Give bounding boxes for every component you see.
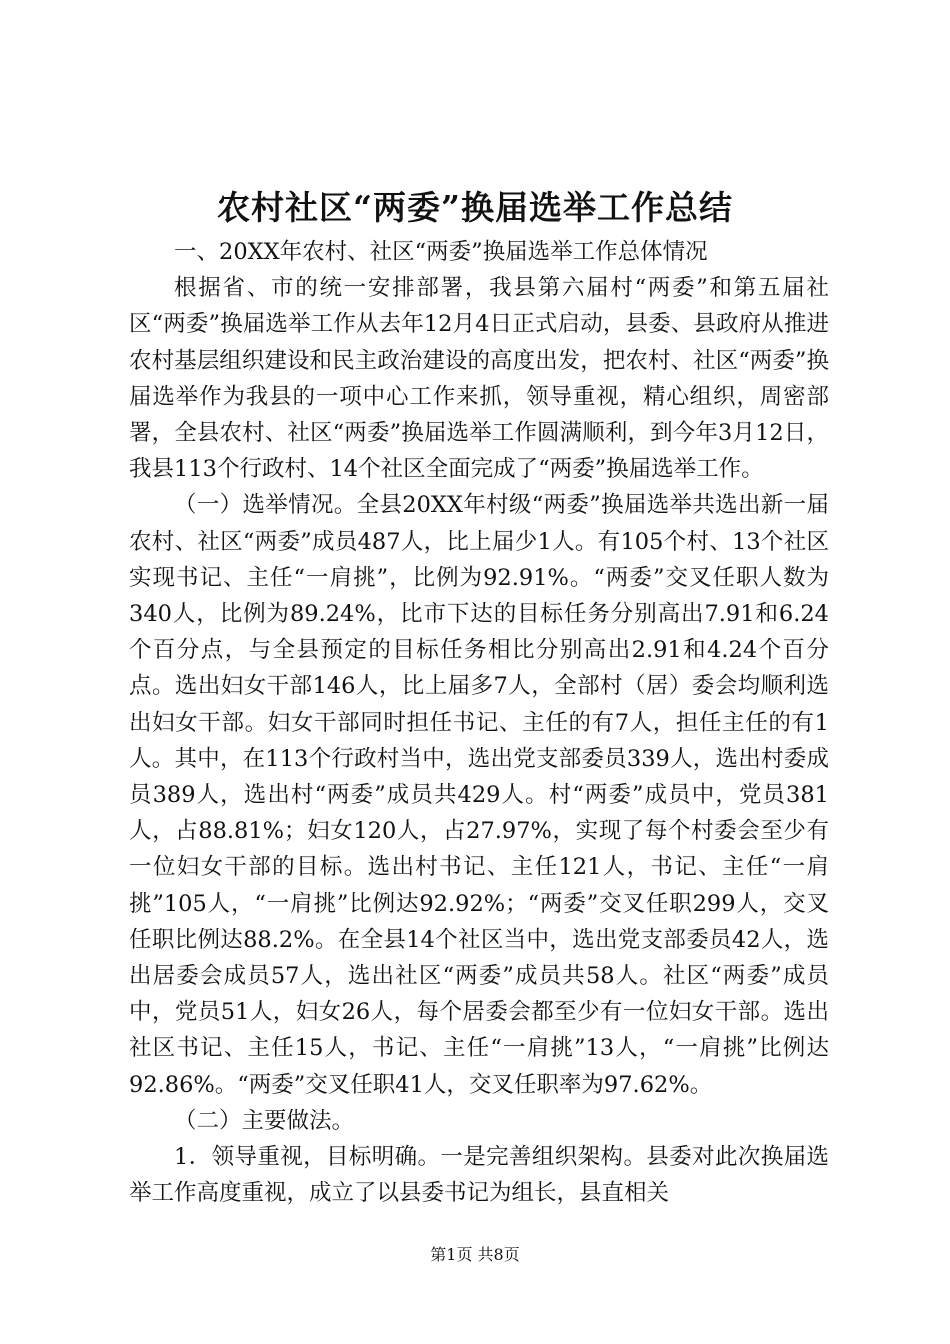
section-heading: 一、20XX年农村、社区“两委”换届选举工作总体情况 [174,239,708,265]
body-paragraph: （一）选举情况。全县20XX年村级“两委”换届选举共选出新一届农村、社区“两委”成员487人，比上届少1人。有105个村、13个社区实现书记、主任“一肩挑”，比例为92.91%。“两委”交叉任职人数为340人，比例为89.24%，比市下达的目标任务分别高出7.91和6.24个百分点，与全县预定的目标任务相比分别高出2.91和4.24个百分点。选出妇女干部146人，比上届多7人，全部村（居）委会均顺利选出妇女干部。妇女干部同时担任书记、主任的有7人，担任主任的有1人。其中，在113个行政村当中，选出党支部委员339人，选出村委成员389人，选出村“两委”成员共429人。村“两委”成员中，党员381人，占88.81%；妇女120人，占27.97%，实现了每个村委会至少有一位妇女干部的目标。选出村书记、主任121人，书记、主任“一肩挑”105人，“一肩挑”比例达92.92%；“两委”交叉任职299人，交叉任职比例达88.2%。在全县14个社区当中，选出党支部委员42人，选出居委会成员57人，选出社区“两委”成员共58人。社区“两委”成员中，党员51人，妇女26人，每个居委会都至少有一位妇女干部。选出社区书记、主任15人，书记、主任“一肩挑”13人，“一肩挑”比例达92.86%。“两委”交叉任职41人，交叉任职率为97.62%。 [129,492,829,1098]
body-paragraph: 根据省、市的统一安排部署，我县第六届村“两委”和第五届社区“两委”换届选举工作从去年12月4日正式启动，县委、县政府从推进农村基层组织建设和民主政治建设的高度出发，把农村、社区“两委”换届选举作为我县的一项中心工作来抓，领导重视，精心组织，周密部署，全县农村、社区“两委”换届选举工作圆满顺利，到今年3月12日，我县113个行政村、14个社区全面完成了“两委”换届选举工作。 [129,275,829,483]
document-body [129,234,829,1211]
subsection-heading: （二）主要做法。 [174,1107,355,1134]
body-paragraph: 1．领导重视，目标明确。一是完善组织架构。县委对此次换届选举工作高度重视，成立了以县委书记为组长，县直相关 [129,1144,829,1207]
page-title: 农村社区“两委”换届选举工作总结 [217,188,733,227]
page-footer: 第1页 共8页 [430,1245,520,1264]
